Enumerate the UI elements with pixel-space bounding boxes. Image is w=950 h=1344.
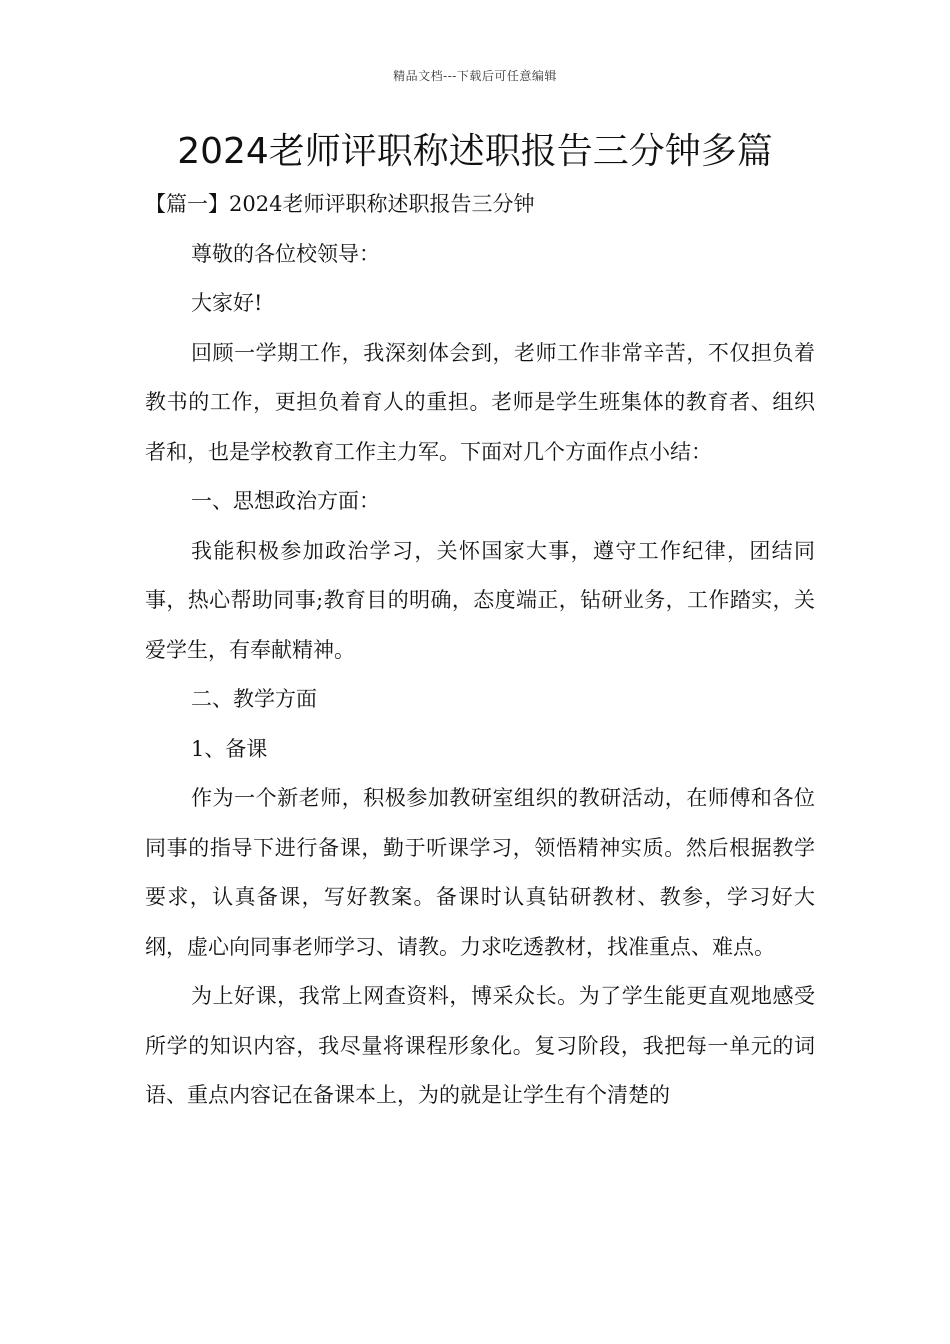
section-heading: 【篇一】2024老师评职称述职报告三分钟 <box>145 192 535 216</box>
subheading-politics: 一、思想政治方面： <box>191 489 380 513</box>
header-note: 精品文档---下载后可任意编辑 <box>393 69 557 83</box>
paragraph-lesson-prep: 作为一个新老师，积极参加教研室组织的教研活动，在师傅和各位同事的指导下进行备课，勤于听课学习，领悟精神实质。然后根据教学要求，认真备课，写好教案。备课时认真钻研教材、教参，学习好大纲，虚心向同事老师学习、请教。力求吃透教材，找准重点、难点。 <box>145 786 815 959</box>
paragraph-intro: 回顾一学期工作，我深刻体会到，老师工作非常辛苦，不仅担负着教书的工作，更担负着育人的重担。老师是学生班集体的教育者、组织者和，也是学校教育工作主力军。下面对几个方面作点小结： <box>145 340 815 464</box>
greeting: 大家好! <box>191 291 263 315</box>
paragraph-politics: 我能积极参加政治学习，关怀国家大事，遵守工作纪律，团结同事，热心帮助同事;教育目的明确，态度端正，钻研业务，工作踏实，关爱学生，有奉献精神。 <box>145 538 815 662</box>
subheading-teaching: 二、教学方面 <box>191 687 317 711</box>
salutation: 尊敬的各位校领导： <box>191 241 380 266</box>
document-title: 2024老师评职称述职报告三分钟多篇 <box>177 131 773 172</box>
paragraph-lesson-quality: 为上好课，我常上网查资料，博采众长。为了学生能更直观地感受所学的知识内容，我尽量将课程形象化。复习阶段，我把每一单元的词语、重点内容记在备课本上，为的就是让学生有个清楚的 <box>145 984 815 1107</box>
subheading-lesson-prep: 1、备课 <box>191 736 268 761</box>
document-body <box>145 180 815 1121</box>
